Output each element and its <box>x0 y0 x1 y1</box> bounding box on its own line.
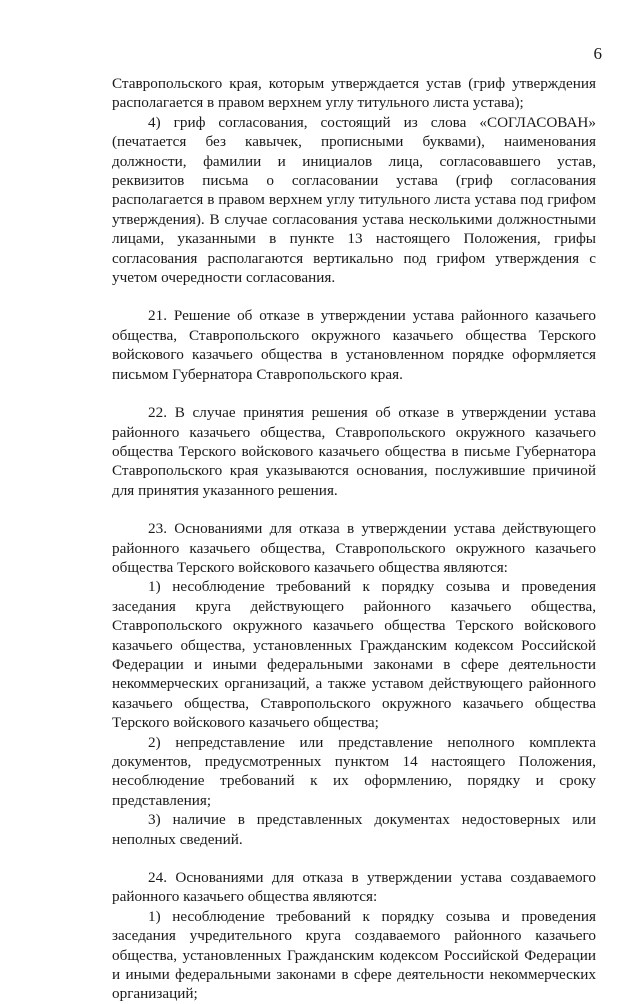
paragraph: Ставропольского края, которым утверждается устав (гриф утверждения располагается в правом верхнем углу титульного листа устава); <box>112 75 596 112</box>
paragraph: 24. Основаниями для отказа в утверждении устава создаваемого районного казачьего общества являются: <box>112 869 596 906</box>
paragraph: 22. В случае принятия решения об отказе в утверждении устава районного казачьего общества, Ставропольского окружного казачьего общества Терского войскового казачьего общества в письме Губернатора Ставропольского края указываются основания, послужившие причиной для принятия указанного решения. <box>112 404 596 499</box>
document-body <box>112 74 596 1004</box>
paragraph: 21. Решение об отказе в утверждении устава районного казачьего общества, Ставропольского окружного казачьего общества Терского войскового казачьего общества в установленном порядке оформляется письмом Губернатора Ставропольского края. <box>112 307 596 383</box>
paragraph: 1) несоблюдение требований к порядку созыва и проведения заседания учредительного круга создаваемого районного казачьего общества, установленных Гражданским кодексом Российской Федерации и иными федеральными законами в сфере деятельности некоммерческих организаций; <box>112 907 596 1003</box>
paragraph: 2) непредставление или представление неполного комплекта документов, предусмотренных пунктом 14 настоящего Положения, несоблюдение требований к их оформлению, порядку и сроку представления; <box>112 733 596 809</box>
page-number: 6 <box>593 44 602 63</box>
paragraph: 23. Основаниями для отказа в утверждении устава действующего районного казачьего общества, Ставропольского окружного казачьего общества Терского войскового казачьего общества являются: <box>112 520 596 576</box>
paragraph: 3) наличие в представленных документах недостоверных или неполных сведений. <box>112 811 596 848</box>
paragraph: 4) гриф согласования, состоящий из слова «СОГЛАСОВАН» (печатается без кавычек, прописными буквами), наименования должности, фамилии и инициалов лица, согласовавшего устав, реквизитов письма о согласовании устава (гриф согласования располагается в правом верхнем углу титульного листа устава под грифом утверждения). В случае согласования устава несколькими должностными лицами, указанными в пункте 13 настоящего Положения, грифы согласования располагаются вертикально под грифом утверждения с учетом очередности согласования. <box>112 113 596 287</box>
paragraph: 1) несоблюдение требований к порядку созыва и проведения заседания круга действующего районного казачьего общества, Ставропольского окружного казачьего общества Терского войскового казачьего общества, установленных Гражданским кодексом Российской Федерации и иными федеральными законами в сфере деятельности некоммерческих организаций, а также уставом действующего районного казачьего общества, Ставропольского окружного казачьего общества Терского войскового казачьего общества; <box>112 578 596 732</box>
